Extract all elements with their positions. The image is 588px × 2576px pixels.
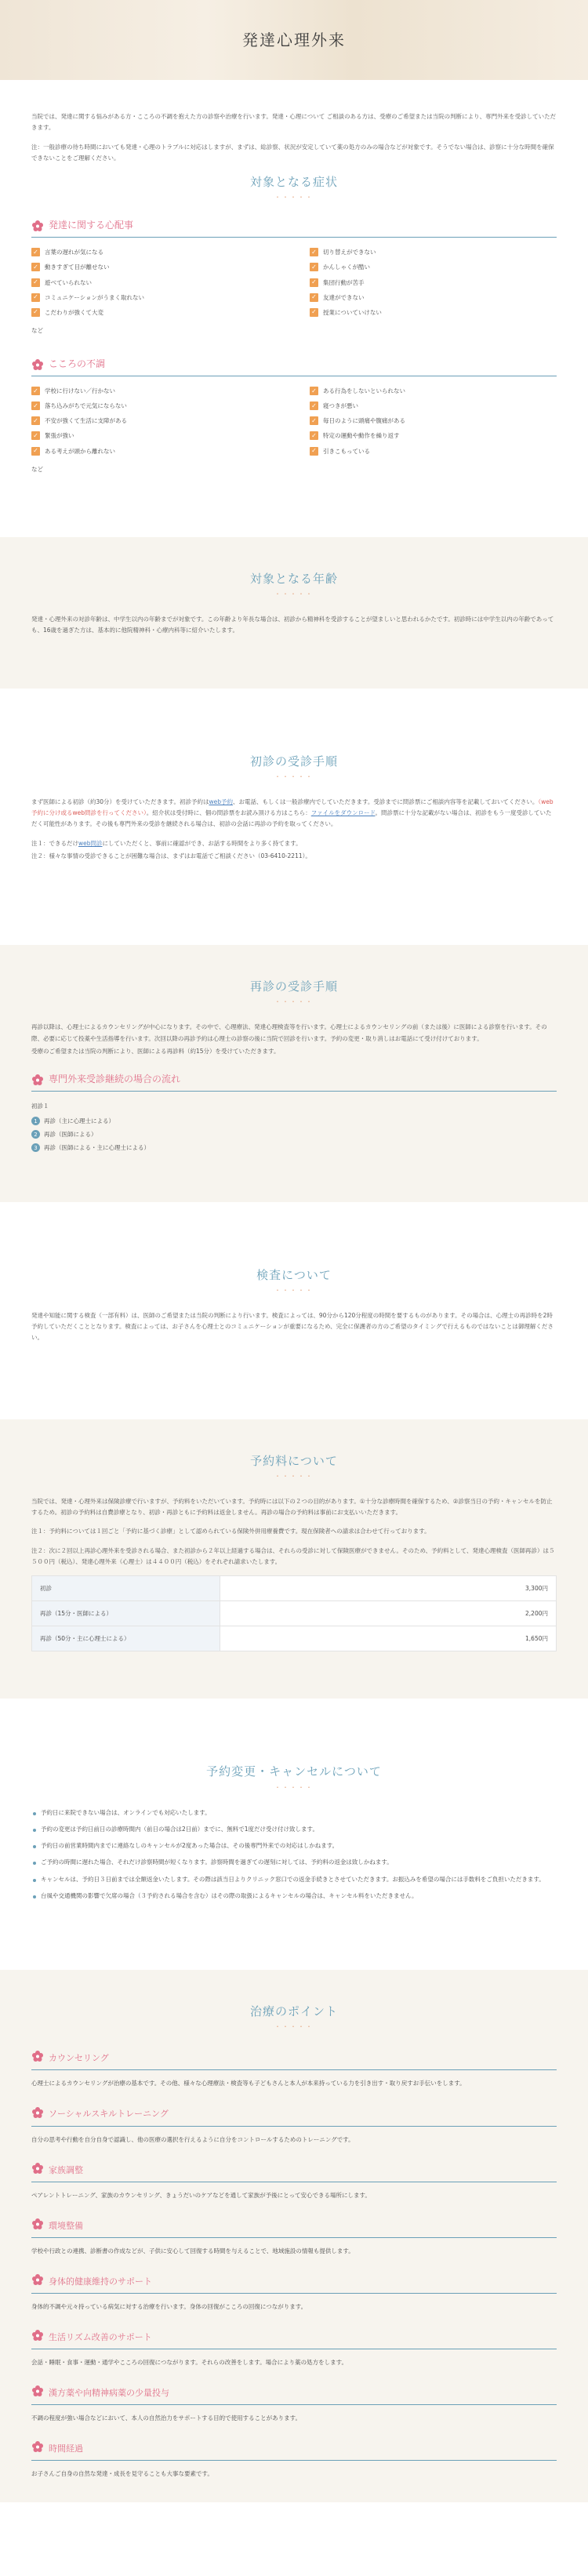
list-item: ✓ 特定の運動や動作を繰り返す — [310, 431, 557, 441]
dev-concerns-heading-text: 発達に関する心配事 — [49, 220, 134, 231]
more-text: など — [31, 326, 43, 334]
flow-label: 初診１ — [31, 1103, 49, 1110]
table-row: 再診（15分・医師による） 2,200円 — [32, 1601, 557, 1626]
dev-concerns-heading — [31, 217, 557, 238]
warning-text: （web予約に分け或るweb問診を行ってください） — [31, 798, 554, 816]
flower-icon — [31, 358, 44, 371]
point-text: お子さんご自身の自然な発達・成長を見守ることも大事な要素です。 — [31, 2470, 213, 2478]
list-item: ✓ かんしゃくが酷い — [310, 262, 557, 272]
flower-icon — [31, 2218, 44, 2234]
point-text: 会話・睡眠・食事・運動・通学やこころの回復につながります。それらの改善をします。場合により薬の処方をします。 — [31, 2359, 348, 2366]
list-item: ✓ こだわりが強くて大変 — [31, 307, 278, 318]
point-heading: 身体的健康維持のサポート — [31, 2273, 557, 2294]
checkbox-icon: ✓ — [31, 278, 40, 287]
point-text: 不調の程度が強い場合などにおいて、本人の自然治力をサポートする目的で使用することがあります。 — [31, 2414, 302, 2422]
list-item: ✓ 動きすぎて目が離せない — [31, 262, 278, 272]
first-visit-note-1: 注１：できるだけweb問診にしていただくと、事前に確認ができ、お話する時間をより多く持てます。 — [31, 839, 302, 847]
checkbox-icon: ✓ — [310, 263, 318, 271]
flower-icon — [31, 1074, 44, 1086]
list-item: 予約日に来院できない場合は、オンラインでも対応いたします。 — [31, 1808, 557, 1818]
first-visit-note-2: 注２：様々な事情の受診できることが困難な場合は、まずはお電話でご相談ください（03-6410-2211）。 — [31, 852, 311, 859]
title-dots: ・・・・・ — [274, 1286, 314, 1294]
first-visit-section — [0, 720, 588, 914]
checkbox-icon: ✓ — [310, 447, 318, 456]
treatment-points-section — [0, 1970, 588, 2502]
web-questionnaire-link[interactable]: web問診 — [78, 839, 103, 847]
flower-icon — [31, 2273, 44, 2290]
fees-table — [31, 1575, 557, 1651]
point-text: ペアレントトレーニング、家族のカウンセリング、きょうだいのケアなどを通して家族が予後にとって安心できる場所にします。 — [31, 2191, 371, 2199]
list-item: キャンセルは、予約日３日前までは全額返金いたします。その際は該当日よりクリニック窓口での返金手続きとさせていただきます。お振込みを希望の場合には手数料をご負担いただきます。 — [31, 1874, 557, 1885]
mind-concerns-list — [31, 386, 557, 456]
revisit-paragraph-2: 受療のご希望または当院の判断により、医師による再診料（約15分）を受けていただきます。 — [31, 1047, 280, 1055]
point-text: 学校や行政との連携、診断書の作成などが、子供に安心して回復する時間を与えることで、地域施設の情報も提供します。 — [31, 2247, 354, 2254]
point-text: 身体的不調や元々持っている病気に対する治療を行います。身体の回復がこころの回復につながります。 — [31, 2302, 307, 2310]
page-hero — [0, 0, 588, 80]
title-dots: ・・・・・ — [274, 1783, 314, 1791]
fees-note-1: 注１：予約料については１回ごと「予約に基づく診療」として認められている保険外併用療養費です。現在保険者への請求は合わせて行っております。 — [31, 1528, 430, 1535]
checkbox-icon: ✓ — [310, 293, 318, 302]
tests-title: 検査について — [256, 1267, 332, 1282]
more-text: など — [31, 465, 43, 473]
step-number: 2 — [31, 1130, 40, 1139]
checkbox-icon: ✓ — [310, 308, 318, 317]
first-visit-title: 初診の受診手順 — [249, 754, 338, 768]
list-item: ✓ 集団行動が苦手 — [310, 278, 557, 288]
point-heading: 漢方薬や向精神病薬の少量投与 — [31, 2385, 557, 2405]
dev-concerns-list — [31, 247, 557, 318]
list-item: ✓ 遊べていられない — [31, 278, 278, 288]
list-item: 予約の変更は予約日前日の診療時間内（前日の場合は2日前）までに、無料で1度だけ受け付け致します。 — [31, 1824, 557, 1835]
flow-steps — [31, 1116, 557, 1153]
checkbox-icon: ✓ — [31, 248, 40, 256]
step-number: 3 — [31, 1143, 40, 1152]
list-item: 予約日の前営業時間内までに連絡なしのキャンセルが2度あった場合は、その後専門外来での対応はしかねます。 — [31, 1840, 557, 1851]
tests-paragraph: 発達や知能に関する検査（一部有料）は、医師のご希望または当院の判断により行います。検査によっては、90分から120分程度の時間を要するものがあります。その場合は、心理士の再診時を2時予約していただくこととなります。検査によっては、お子さんを心理士とのコミュニケーションが重要になるため、完全に保護者の方のご希望のタイミングで行えるものではないことは御理解ください。 — [31, 1311, 554, 1342]
list-item: ✓ ある考えが頭から離れない — [31, 446, 278, 456]
title-dots: ・・・・・ — [274, 590, 314, 598]
symptoms-section — [0, 80, 588, 506]
flower-icon — [31, 2329, 44, 2345]
flower-icon — [31, 2385, 44, 2401]
flower-icon — [31, 220, 44, 232]
fees-title: 予約料について — [250, 1453, 338, 1468]
cancel-title: 予約変更・キャンセルについて — [206, 1764, 382, 1779]
flow-heading — [31, 1071, 557, 1092]
title-dots: ・・・・・ — [274, 772, 314, 780]
list-item: ✓ 言葉の遅れが気になる — [31, 247, 278, 257]
checkbox-icon: ✓ — [310, 248, 318, 256]
list-item: ✓ ある行為をしないといられない — [310, 386, 557, 396]
cancel-section — [0, 1730, 588, 1954]
flow-step: 2 再診（医師による） — [31, 1129, 557, 1139]
first-visit-paragraph: まず医師による初診（約30分）を受けていただきます。初診予約はweb予約、お電話、もしくは一般診療内でしていただきます。受診までに問診票にご相談内容等を記載しておいてください。（web予約に分け或るweb問診を行ってください）。紹介状は受付時に、個の問診票をお読み頂ける方はこちら：ファイルをダウンロード。問診票に十分な記載がない場合は、初診をもう一度受診していただく可能性があります。その後も専門外来の受診を継続される場合は、初診の会話に再診の予約を取ってください。 — [31, 798, 554, 828]
revisit-section — [0, 945, 588, 1202]
fees-paragraph: 当院では、発達・心理外来は保険診療で行いますが、予約料をいただいています。予約時には以下の２つの目的があります。①十分な診療時間を確保するため、②診察当日の予約・キャンセルを防止するため。初診の予約料は自費診療となり、初診・再診ともに予約料は返金しません。再診の場合の予約料は事前にお支払いいただきます。 — [31, 1497, 553, 1516]
list-item: ✓ 学校に行けない／行かない — [31, 386, 278, 396]
flower-icon — [31, 2440, 44, 2457]
checkbox-icon: ✓ — [310, 278, 318, 287]
list-item: ✓ 授業についていけない — [310, 307, 557, 318]
age-paragraph: 発達・心理外来の対診年齢は、中学生以内の年齢までが対象です。この年齢より年長な場合は、初診から精神科を受診することが望ましいと思われるかたです。初診時には中学生以内の年齢であっても、16歳を過ぎた方は、基本的に他院精神科・心療内科等に紹介いたします。 — [31, 616, 554, 634]
list-item: ✓ 不安が強くて生活に支障がある — [31, 416, 278, 426]
mind-concerns-heading — [31, 356, 557, 376]
flower-icon — [31, 2162, 44, 2178]
revisit-title: 再診の受診手順 — [249, 979, 338, 994]
checkbox-icon: ✓ — [310, 387, 318, 395]
point-heading: カウンセリング — [31, 2050, 557, 2070]
fees-section — [0, 1419, 588, 1699]
point-text: 自分の思考や行動を自分自身で認識し、他の医療の選択を行えるように自分をコントロールするためのトレーニングです。 — [31, 2135, 354, 2143]
checkbox-icon: ✓ — [31, 387, 40, 395]
checkbox-icon: ✓ — [31, 447, 40, 456]
points-title: 治療のポイント — [249, 2004, 338, 2019]
revisit-paragraph: 再診以降は、心理士によるカウンセリングが中心になります。その中で、心理療法、発達心理検査等を行います。心理士によるカウンセリングの前（または後）に医師による診察を行います。その際、必要に応じて投薬や生活指導を行います。次回以降の再診予約は心理士の診察の後に当院で回診を行います。予約の変更・取り消しはお電話にて受け付けております。 — [31, 1023, 547, 1042]
intro-paragraph: 当院では、発達に関する悩みがある方・こころの不調を抱えた方の診察や治療を行います。発達・心理について ご相談のある方は、受療のご希望または当院の判断により、専門外来を受診していただきます。 — [31, 113, 557, 132]
point-text: 心理士によるカウンセリングが治療の基本です。その他、様々な心理療法・検査等も子どもさんと本人が本来持っている力を引き出す・取り戻すお手伝いをします。 — [31, 2080, 466, 2087]
list-item: ✓ 寝つきが悪い — [310, 401, 557, 411]
list-item: ✓ 毎日のように頭痛や腹痛がある — [310, 416, 557, 426]
fees-note-2: 注２：次に２回以上再診心理外来を受診される場合、また初診から２年以上経過する場合は、それらの受診に対して保険医療ができません。そのため、予約料として、発達心理検査（医師再診）は５５００円（税込）、発達心理外来（心理士）は４４００円（税込）をそれぞれ請求いたします。 — [31, 1546, 555, 1565]
tests-section — [0, 1234, 588, 1396]
checkbox-icon: ✓ — [31, 401, 40, 410]
point-heading: 時間経過 — [31, 2440, 557, 2461]
step-number: 1 — [31, 1117, 40, 1125]
table-row: 初診 3,300円 — [32, 1576, 557, 1601]
point-heading: 生活リズム改善のサポート — [31, 2329, 557, 2349]
list-item: 台風や交通機関の影響で欠席の場合（３予約される場合を含む）はその際の取扱によるキャンセルの場合は、キャンセル料をいただきません。 — [31, 1891, 557, 1902]
cancel-list — [31, 1808, 557, 1902]
title-dots: ・・・・・ — [274, 194, 314, 202]
title-dots: ・・・・・ — [274, 998, 314, 1006]
download-file-link[interactable]: ファイルをダウンロード — [310, 809, 376, 816]
intro-note: 注：一般診療の待ち時間においても発達・心理のトラブルに対応はしますが、まずは、総診察、状況が安定していて薬の処方のみの場合などが対象です。そうでない場合は、診察に十分な時間を確保できないことをご理解ください。 — [31, 143, 554, 162]
checkbox-icon: ✓ — [31, 263, 40, 271]
flower-icon — [31, 2106, 44, 2123]
checkbox-icon: ✓ — [310, 431, 318, 440]
point-heading: ソーシャルスキルトレーニング — [31, 2106, 557, 2127]
flower-icon — [31, 2050, 44, 2066]
title-dots: ・・・・・ — [274, 1472, 314, 1480]
list-item: ✓ 落ち込みがちで元気にならない — [31, 401, 278, 411]
list-item: ✓ 切り替えができない — [310, 247, 557, 257]
web-reservation-link[interactable]: web予約 — [209, 798, 233, 805]
point-heading: 環境整備 — [31, 2218, 557, 2238]
flow-heading-text: 専門外来受診継続の場合の流れ — [49, 1074, 181, 1085]
checkbox-icon: ✓ — [31, 416, 40, 425]
checkbox-icon: ✓ — [310, 416, 318, 425]
flow-step: 3 再診（医師による・主に心理士による） — [31, 1143, 557, 1153]
list-item: ✓ コミュニケーションがうまく取れない — [31, 292, 278, 303]
point-heading: 家族調整 — [31, 2162, 557, 2182]
page-title: 発達心理外来 — [242, 30, 346, 49]
list-item: ✓ 引きこもっている — [310, 446, 557, 456]
list-item: ✓ 緊張が強い — [31, 431, 278, 441]
checkbox-icon: ✓ — [31, 293, 40, 302]
flow-step: 1 再診（主に心理士による） — [31, 1116, 557, 1126]
symptoms-title: 対象となる症状 — [249, 175, 338, 189]
checkbox-icon: ✓ — [31, 308, 40, 317]
table-row: 再診（50分・主に心理士による） 1,650円 — [32, 1626, 557, 1651]
title-dots: ・・・・・ — [274, 2023, 314, 2031]
checkbox-icon: ✓ — [310, 401, 318, 410]
list-item: ご予約の時間に遅れた場合、それだけ診察時間が短くなります。診察時間を過ぎての遅刻に対しては、予約料の返金は致しかねます。 — [31, 1857, 557, 1868]
list-item: ✓ 友達ができない — [310, 292, 557, 303]
checkbox-icon: ✓ — [31, 431, 40, 440]
mind-concerns-heading-text: こころの不調 — [49, 358, 106, 369]
age-section — [0, 537, 588, 689]
age-title: 対象となる年齢 — [249, 571, 338, 586]
